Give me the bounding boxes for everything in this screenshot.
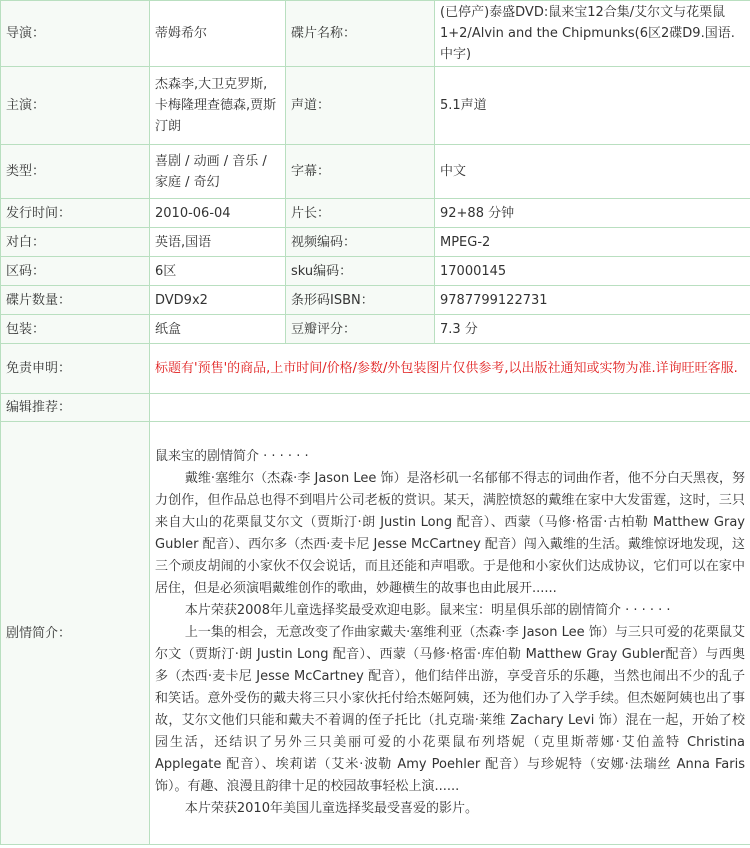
runtime-label: 片长： [286, 199, 435, 228]
subtitle-label: 字幕： [286, 145, 435, 199]
release-date-label: 发行时间： [1, 199, 150, 228]
sku-value: 17000145 [435, 257, 750, 286]
genre-value: 喜剧 / 动画 / 音乐 / 家庭 / 奇幻 [150, 145, 286, 199]
runtime-value: 92+88 分钟 [435, 199, 750, 228]
audio-channel-label: 声道： [286, 67, 435, 145]
audio-channel-value: 5.1声道 [435, 67, 750, 145]
spec-row-genre [1, 145, 750, 199]
release-date-value: 2010-06-04 [150, 199, 286, 228]
packaging-value: 纸盒 [150, 315, 286, 344]
cast-value: 杰森李,大卫克罗斯,卡梅隆理查德森,贾斯汀朗 [150, 67, 286, 145]
dialogue-value: 英语,国语 [150, 228, 286, 257]
douban-rating-value: 7.3 分 [435, 315, 750, 344]
director-value: 蒂姆希尔 [150, 1, 286, 67]
spec-row-region [1, 257, 750, 286]
synopsis-label: 剧情简介： [1, 422, 150, 845]
sku-label: sku编码： [286, 257, 435, 286]
video-codec-label: 视频编码： [286, 228, 435, 257]
cast-label: 主演： [1, 67, 150, 145]
synopsis-paragraph: 本片荣获2010年美国儿童选择奖最受喜爱的影片。 [184, 801, 478, 816]
genre-label: 类型： [1, 145, 150, 199]
dialogue-label: 对白： [1, 228, 150, 257]
disclaimer-label: 免责申明： [1, 344, 150, 394]
disc-count-label: 碟片数量： [1, 286, 150, 315]
isbn-value: 9787799122731 [435, 286, 750, 315]
video-codec-value: MPEG-2 [435, 228, 750, 257]
subtitle-value: 中文 [435, 145, 750, 199]
synopsis-paragraph: 戴维·塞维尔（杰森·李 Jason Lee 饰）是洛杉矶一名郁郁不得志的词曲作者，他不分白天黑夜，努力创作，但作品总也得不到唱片公司老板的赏识。某天，满腔愤怒的戴维在家中大发雷霆，这时，三只来自大山的花栗鼠艾尔文（贾斯汀·朗 Justin Long 配音）、西蒙（马修·格雷·古柏勒 Matthew Gray Gubler 配音）、西尔多（杰西·麦卡尼 Jesse McCartney 配音）闯入戴维的生活。戴维惊讶地发现，这三个顽皮胡闹的小家伙不仅会说话，而且还能和声唱歌。于是他和小家伙们达成协议，它们可以在家中居住，但是必须演唱戴维创作的歌曲，妙趣横生的故事也由此展开...... [155, 471, 745, 596]
spec-row-packaging [1, 315, 750, 344]
region-code-value: 6区 [150, 257, 286, 286]
disclaimer-text: 标题有'预售'的商品,上市时间/价格/参数/外包装图片仅供参考,以出版社通知或实物为准.详询旺旺客服. [150, 344, 750, 394]
packaging-label: 包装： [1, 315, 150, 344]
synopsis-heading: 鼠来宝的剧情简介 · · · · · · [155, 449, 309, 464]
spec-row-dialogue [1, 228, 750, 257]
isbn-label: 条形码ISBN： [286, 286, 435, 315]
editor-recommendation-value [150, 394, 750, 422]
spec-row-disclaimer [1, 344, 750, 394]
disc-count-value: DVD9x2 [150, 286, 286, 315]
spec-row-editor-recommendation [1, 394, 750, 422]
douban-rating-label: 豆瓣评分： [286, 315, 435, 344]
spec-row-cast [1, 67, 750, 145]
director-label: 导演： [1, 1, 150, 67]
region-code-label: 区码： [1, 257, 150, 286]
synopsis-paragraph: 本片荣获2008年儿童选择奖最受欢迎电影。鼠来宝：明星俱乐部的剧情简介 · · · · · · [184, 603, 671, 618]
spec-row-director [1, 1, 750, 67]
spec-row-synopsis [1, 422, 750, 845]
synopsis-paragraph: 上一集的相会，无意改变了作曲家戴夫·塞维利亚（杰森·李 Jason Lee 饰）与三只可爱的花栗鼠艾尔文（贾斯汀·朗 Justin Long 配音）、西蒙（马修·格雷·库伯勒 Matthew Gray Gubler配音）与西奥多（杰西·麦卡尼 Jesse McCartney 配音），他们结伴出游，享受音乐的乐趣，当然也闹出不少的乱子和笑话。意外受伤的戴夫将三只小家伙托付给杰姬阿姨，还为他们办了入学手续。但杰姬阿姨也出了事故，艾尔文他们只能和戴夫不着调的侄子托比（扎克瑞·莱维 Zachary Levi 饰）混在一起，开始了校园生活，还结识了另外三只美丽可爱的小花栗鼠布列塔妮（克里斯蒂娜·艾伯盖特 Christina Applegate 配音）、埃莉诺（艾米·波勒 Amy Poehler 配音）与珍妮特（安娜·法瑞丝 Anna Faris 饰）。有趣、浪漫且韵律十足的校园故事轻松上演...... [155, 625, 745, 794]
disc-title-label: 碟片名称： [286, 1, 435, 67]
spec-row-release [1, 199, 750, 228]
disc-title-value: (已停产)泰盛DVD:鼠来宝12合集/艾尔文与花栗鼠1+2/Alvin and the Chipmunks(6区2碟D9.国语.中字) [435, 1, 750, 67]
editor-recommendation-label: 编辑推荐： [1, 394, 150, 422]
spec-row-disc-count [1, 286, 750, 315]
synopsis-content [150, 422, 750, 845]
